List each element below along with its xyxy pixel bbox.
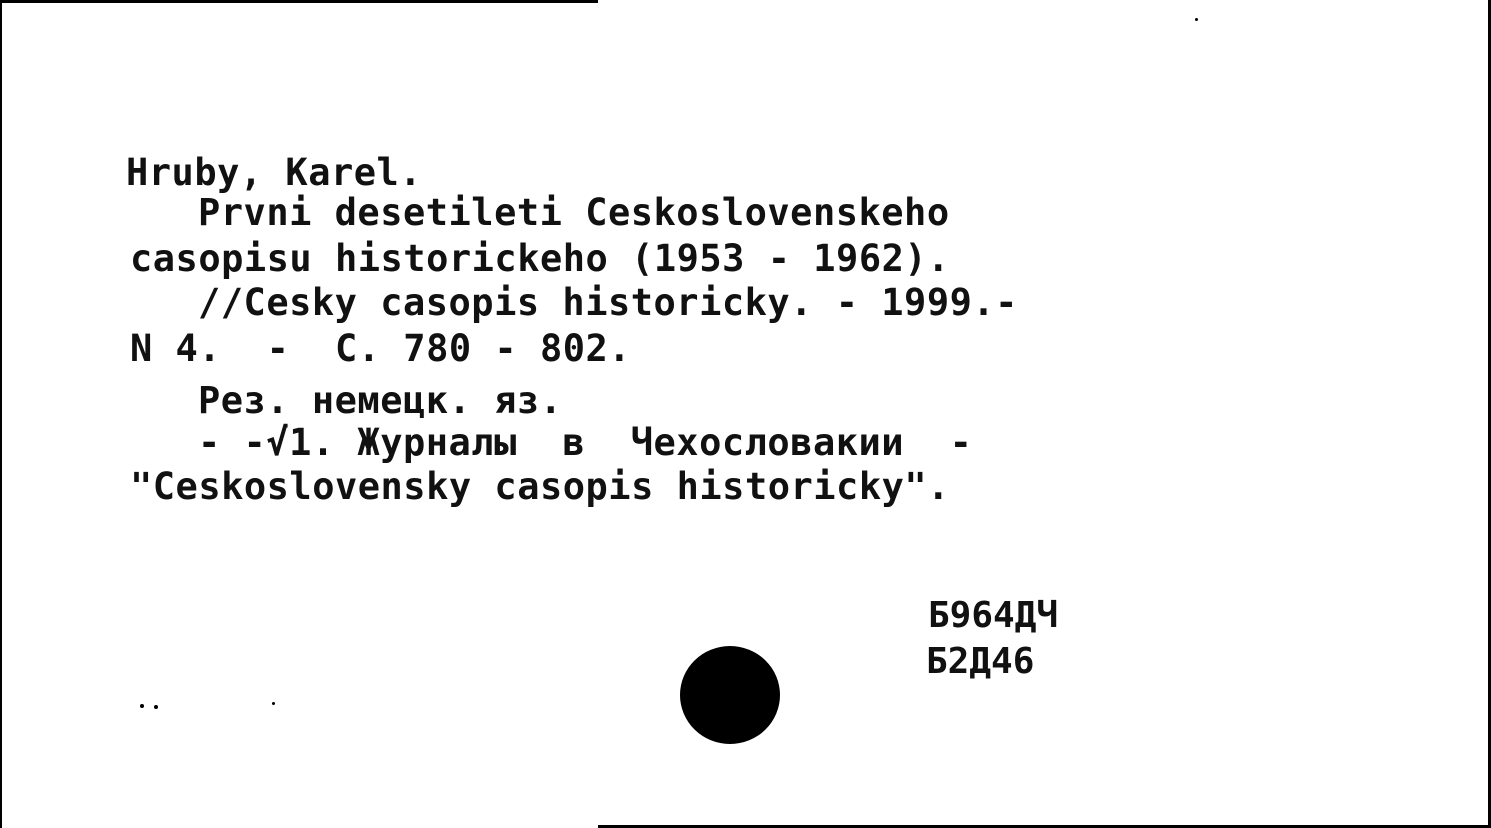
subject-line-1: - -√1. Журналы в Чехословакии -	[198, 421, 973, 464]
author-heading: Hruby, Karel.	[126, 151, 423, 194]
speck	[154, 705, 158, 709]
language-note: Рез. немецк. яз.	[198, 379, 563, 422]
speck	[272, 702, 275, 705]
source-line-1: //Cesky casopis historicky. - 1999.-	[198, 281, 1018, 324]
subject-line-2: "Ceskoslovensky casopis historicky".	[130, 465, 950, 508]
card-edge-left	[0, 0, 2, 828]
title-line-1: Prvni desetileti Ceskoslovenskeho	[198, 191, 950, 234]
call-number-2: Б2Д46	[926, 641, 1035, 682]
call-number-1: Б964ДЧ	[928, 595, 1059, 636]
punch-hole	[680, 646, 780, 744]
title-line-2: casopisu historickeho (1953 - 1962).	[130, 237, 950, 280]
card-edge-top	[0, 0, 598, 3]
source-line-2: N 4. - C. 780 - 802.	[130, 327, 632, 370]
speck	[1195, 18, 1198, 21]
speck	[140, 704, 144, 708]
